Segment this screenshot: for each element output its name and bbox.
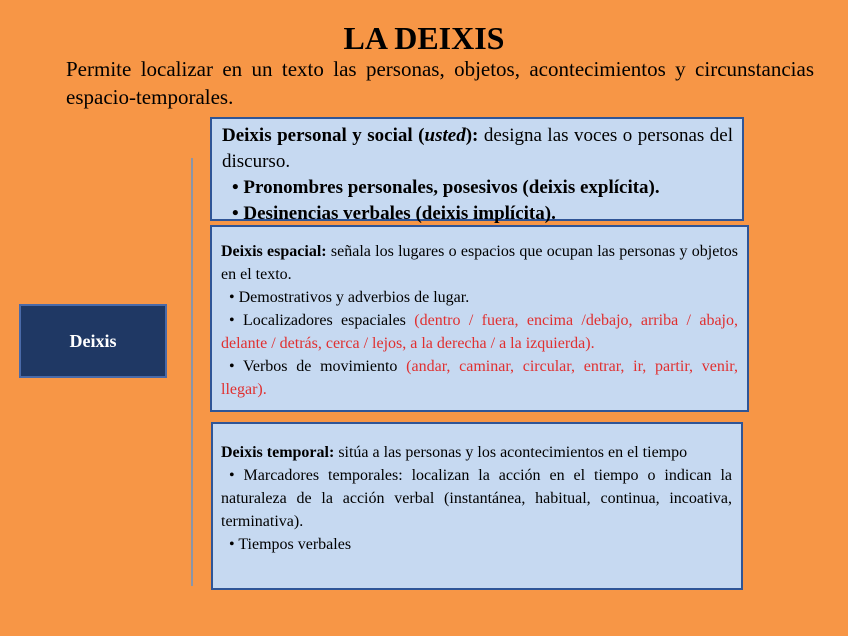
deixis-node: Deixis <box>19 304 167 378</box>
temporal-item-tiempos: • Tiempos verbales <box>229 536 352 553</box>
temporal-deixis-card <box>211 422 743 590</box>
temporal-deixis-heading: Deixis temporal: <box>221 444 335 461</box>
spatial-deixis-heading: Deixis espacial: <box>221 243 327 260</box>
page-title: LA DEIXIS <box>343 20 505 56</box>
intro-text: Permite localizar en un texto las personas, objetos, acontecimientos y circunstancias espacio-temporales. <box>66 57 814 109</box>
personal-deixis-description: designa las voces o personas del discurso. <box>222 125 733 172</box>
spatial-item-localizadores: • Localizadores espaciales (dentro / fuera, encima /debajo, arriba / abajo, delante / detrás, cerca / lejos, a la derecha / a la izquierda). <box>221 312 739 352</box>
personal-item-desinencias: • Desinencias verbales (deixis implícita). <box>232 203 556 224</box>
personal-deixis-definition <box>222 123 733 175</box>
temporal-item-marcadores: • Marcadores temporales: localizan la acción en el tiempo o indican la naturaleza de la acción verbal (instantánea, habitual, continua, incoativa, terminativa). <box>221 467 732 530</box>
spatial-deixis-description: señala los lugares o espacios que ocupan las personas y objetos en el texto. <box>221 243 738 283</box>
personal-deixis-heading: Deixis personal y social (usted): <box>222 125 479 146</box>
personal-item-pronombres: • Pronombres personales, posesivos (deixis explícita). <box>232 177 660 198</box>
personal-deixis-card <box>210 117 744 224</box>
spatial-deixis-card <box>210 225 749 412</box>
connector-line <box>191 158 193 586</box>
temporal-deixis-definition <box>221 441 732 464</box>
spatial-item-verbos: • Verbos de movimiento (andar, caminar, circular, entrar, ir, partir, venir, llegar). <box>221 358 738 398</box>
temporal-deixis-description: sitúa a las personas y los acontecimientos en el tiempo <box>338 444 688 461</box>
spatial-localizadores-examples: (dentro / fuera, encima /debajo, arriba / abajo, delante / detrás, cerca / lejos, a la derecha / a la izquierda). <box>221 312 739 352</box>
spatial-verbos-examples: (andar, caminar, circular, entrar, ir, partir, venir, llegar). <box>221 358 738 398</box>
spatial-deixis-definition <box>221 240 738 286</box>
spatial-item-demostrativos: • Demostrativos y adverbios de lugar. <box>229 289 470 306</box>
